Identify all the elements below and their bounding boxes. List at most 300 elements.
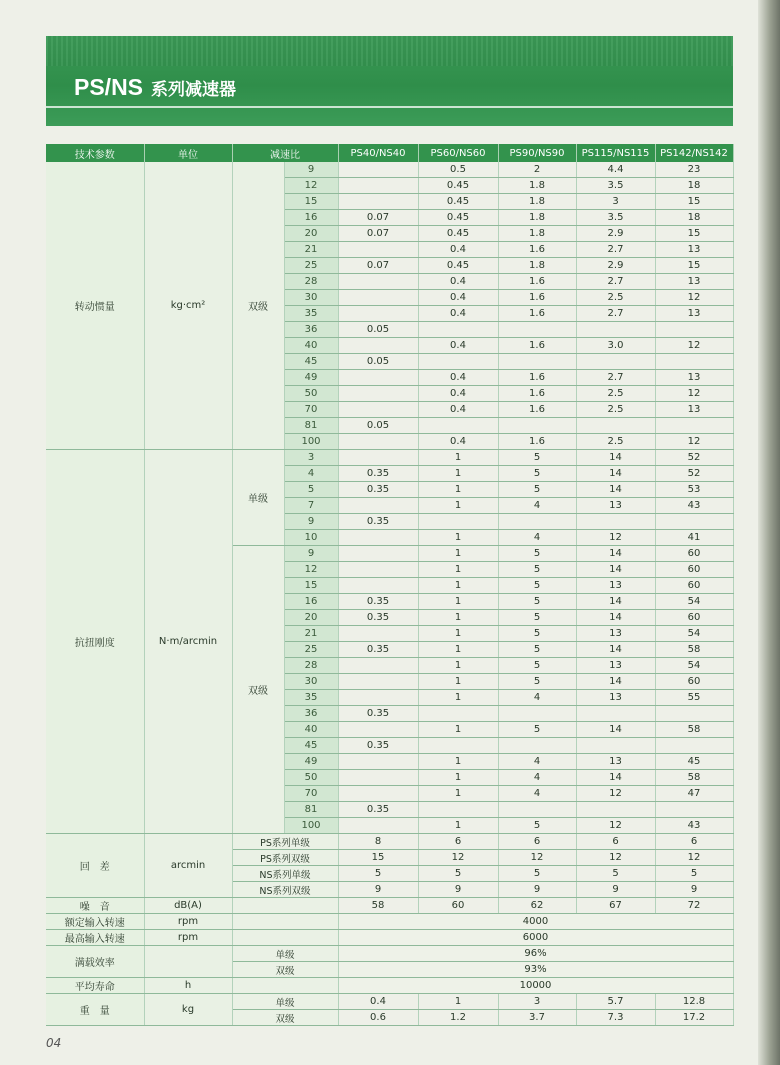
value-cell: 1.6	[498, 338, 576, 354]
ratio-cell: 20	[284, 610, 338, 626]
value-cell	[576, 738, 655, 754]
ratio-cell: 45	[284, 354, 338, 370]
value-cell: 54	[655, 626, 733, 642]
value-cell: 12	[576, 850, 655, 866]
value-cell: 17.2	[655, 1010, 733, 1026]
value-cell: 1.6	[498, 434, 576, 450]
ratio-cell: 21	[284, 242, 338, 258]
ratio-cell: 49	[284, 370, 338, 386]
value-cell: 1.6	[498, 290, 576, 306]
value-cell: 43	[655, 498, 733, 514]
value-cell: 0.35	[338, 482, 418, 498]
value-cell	[338, 722, 418, 738]
spec-table	[46, 144, 734, 1026]
value-cell: 5	[498, 658, 576, 674]
value-cell: 14	[576, 562, 655, 578]
value-cell: 58	[338, 898, 418, 914]
value-cell: 5	[498, 866, 576, 882]
value-cell	[418, 738, 498, 754]
value-cell: 5	[338, 866, 418, 882]
value-cell: 2.9	[576, 258, 655, 274]
value-cell	[338, 274, 418, 290]
value-cell: 0.5	[418, 162, 498, 178]
sub-label: PS系列单级	[232, 834, 338, 850]
ratio-cell: 4	[284, 466, 338, 482]
unit-label	[144, 946, 232, 978]
value-cell: 3.7	[498, 1010, 576, 1026]
value-cell: 2.9	[576, 226, 655, 242]
value-cell	[498, 354, 576, 370]
value-cell	[338, 530, 418, 546]
value-cell: 2.5	[576, 386, 655, 402]
value-cell: 1.8	[498, 258, 576, 274]
page-title-prefix: PS/NS	[74, 74, 144, 100]
rated-speed-row	[46, 914, 733, 930]
header-param: 技术参数	[46, 144, 144, 162]
sub-label: 双级	[232, 1010, 338, 1026]
ratio-cell: 50	[284, 770, 338, 786]
value-cell: 4	[498, 530, 576, 546]
value-cell: 1	[418, 770, 498, 786]
value-cell: 0.45	[418, 258, 498, 274]
value-cell: 1	[418, 818, 498, 834]
value-cell: 12	[576, 818, 655, 834]
value-cell	[338, 626, 418, 642]
value-cell: 14	[576, 546, 655, 562]
value-cell	[338, 242, 418, 258]
value-cell	[338, 162, 418, 178]
ratio-cell: 28	[284, 274, 338, 290]
value-cell: 0.35	[338, 802, 418, 818]
unit-label: rpm	[144, 914, 232, 930]
value-cell: 14	[576, 466, 655, 482]
value-cell: 0.35	[338, 642, 418, 658]
value-cell: 3	[576, 194, 655, 210]
value-cell: 2.7	[576, 242, 655, 258]
value-cell: 0.35	[338, 706, 418, 722]
value-cell	[338, 450, 418, 466]
value-cell: 1.8	[498, 226, 576, 242]
value-cell: 43	[655, 818, 733, 834]
value-cell: 1	[418, 994, 498, 1010]
value-cell: 54	[655, 594, 733, 610]
ratio-cell: 9	[284, 514, 338, 530]
ratio-cell: 25	[284, 642, 338, 658]
value-cell: 13	[576, 578, 655, 594]
value-cell: 14	[576, 642, 655, 658]
value-cell	[338, 386, 418, 402]
value-cell: 1	[418, 498, 498, 514]
value-cell: 5	[498, 626, 576, 642]
ratio-cell: 49	[284, 754, 338, 770]
value-cell: 14	[576, 674, 655, 690]
value-cell	[418, 514, 498, 530]
param-label: 额定输入转速	[46, 914, 144, 930]
value-cell: 72	[655, 898, 733, 914]
value-cell: 5	[655, 866, 733, 882]
value-cell: 2.5	[576, 434, 655, 450]
value-cell: 0.6	[338, 1010, 418, 1026]
value-cell: 12	[655, 850, 733, 866]
value-cell: 4.4	[576, 162, 655, 178]
ratio-cell: 30	[284, 290, 338, 306]
value-cell: 5	[498, 562, 576, 578]
value-cell: 0.35	[338, 738, 418, 754]
value-cell: 5	[498, 546, 576, 562]
ratio-cell: 12	[284, 178, 338, 194]
value-cell: 5	[498, 594, 576, 610]
header-ratio: 减速比	[232, 144, 338, 162]
ratio-cell: 70	[284, 402, 338, 418]
value-cell: 13	[655, 274, 733, 290]
ratio-cell: 30	[284, 674, 338, 690]
spanning-value: 10000	[338, 978, 733, 994]
ratio-cell: 40	[284, 722, 338, 738]
value-cell	[338, 578, 418, 594]
sub-label: NS系列双级	[232, 882, 338, 898]
value-cell: 3.5	[576, 178, 655, 194]
stage-label: 单级	[232, 450, 284, 546]
value-cell: 9	[576, 882, 655, 898]
ratio-cell: 16	[284, 594, 338, 610]
unit-label: rpm	[144, 930, 232, 946]
value-cell: 15	[655, 258, 733, 274]
sub-label: 单级	[232, 946, 338, 962]
ratio-cell: 5	[284, 482, 338, 498]
sub-label: 双级	[232, 962, 338, 978]
value-cell	[655, 418, 733, 434]
value-cell: 5	[498, 610, 576, 626]
torsion-row	[46, 450, 733, 466]
value-cell: 58	[655, 642, 733, 658]
ratio-cell: 7	[284, 498, 338, 514]
ratio-cell: 81	[284, 802, 338, 818]
value-cell	[498, 418, 576, 434]
value-cell: 0.07	[338, 210, 418, 226]
value-cell: 9	[418, 882, 498, 898]
value-cell: 1.2	[418, 1010, 498, 1026]
value-cell	[338, 338, 418, 354]
value-cell	[655, 322, 733, 338]
value-cell: 1	[418, 594, 498, 610]
page-title-suffix: 系列减速器	[151, 80, 237, 100]
value-cell: 5	[498, 818, 576, 834]
page-title	[74, 74, 236, 101]
value-cell: 0.4	[418, 338, 498, 354]
value-cell: 2.5	[576, 290, 655, 306]
ratio-cell: 12	[284, 562, 338, 578]
value-cell: 1.6	[498, 242, 576, 258]
unit-label: kg	[144, 994, 232, 1026]
value-cell: 14	[576, 482, 655, 498]
value-cell: 7.3	[576, 1010, 655, 1026]
value-cell: 60	[418, 898, 498, 914]
value-cell: 13	[576, 690, 655, 706]
ratio-cell: 21	[284, 626, 338, 642]
value-cell	[338, 562, 418, 578]
sub-label: 单级	[232, 994, 338, 1010]
value-cell: 5	[498, 482, 576, 498]
weight-row	[46, 994, 733, 1010]
ratio-cell: 35	[284, 306, 338, 322]
empty-cell	[232, 914, 338, 930]
value-cell	[338, 402, 418, 418]
value-cell: 1.8	[498, 178, 576, 194]
value-cell: 6	[498, 834, 576, 850]
value-cell: 2.7	[576, 274, 655, 290]
ratio-cell: 28	[284, 658, 338, 674]
value-cell: 0.4	[418, 290, 498, 306]
value-cell: 2.5	[576, 402, 655, 418]
value-cell: 1	[418, 754, 498, 770]
param-label: 噪 音	[46, 898, 144, 914]
value-cell	[655, 738, 733, 754]
value-cell	[338, 370, 418, 386]
unit-label: kg·cm²	[144, 162, 232, 450]
value-cell: 5	[498, 722, 576, 738]
value-cell: 13	[576, 754, 655, 770]
value-cell: 60	[655, 562, 733, 578]
value-cell	[576, 514, 655, 530]
max-speed-row	[46, 930, 733, 946]
value-cell: 0.4	[418, 402, 498, 418]
param-label: 满载效率	[46, 946, 144, 978]
value-cell	[498, 738, 576, 754]
ratio-cell: 100	[284, 434, 338, 450]
value-cell: 13	[576, 626, 655, 642]
value-cell: 15	[655, 194, 733, 210]
value-cell	[338, 754, 418, 770]
value-cell: 41	[655, 530, 733, 546]
value-cell: 6	[655, 834, 733, 850]
value-cell: 60	[655, 578, 733, 594]
value-cell: 18	[655, 178, 733, 194]
value-cell: 2.7	[576, 370, 655, 386]
value-cell	[338, 818, 418, 834]
value-cell: 62	[498, 898, 576, 914]
value-cell: 5	[498, 642, 576, 658]
value-cell: 12	[655, 338, 733, 354]
value-cell	[338, 194, 418, 210]
value-cell: 1	[418, 530, 498, 546]
value-cell: 1.6	[498, 402, 576, 418]
value-cell	[418, 802, 498, 818]
ratio-cell: 45	[284, 738, 338, 754]
value-cell: 0.35	[338, 514, 418, 530]
value-cell: 5	[418, 866, 498, 882]
value-cell: 0.45	[418, 210, 498, 226]
value-cell	[655, 354, 733, 370]
unit-label: N·m/arcmin	[144, 450, 232, 834]
ratio-cell: 40	[284, 338, 338, 354]
value-cell: 13	[655, 242, 733, 258]
value-cell: 0.4	[418, 434, 498, 450]
value-cell	[576, 322, 655, 338]
value-cell: 12	[418, 850, 498, 866]
value-cell: 12	[576, 530, 655, 546]
value-cell	[498, 802, 576, 818]
value-cell: 0.45	[418, 194, 498, 210]
value-cell	[576, 418, 655, 434]
unit-label: arcmin	[144, 834, 232, 898]
value-cell: 0.45	[418, 226, 498, 242]
value-cell	[498, 706, 576, 722]
value-cell	[418, 322, 498, 338]
value-cell: 9	[338, 882, 418, 898]
value-cell: 0.05	[338, 418, 418, 434]
value-cell: 0.4	[418, 242, 498, 258]
value-cell: 0.07	[338, 258, 418, 274]
value-cell: 15	[338, 850, 418, 866]
value-cell: 3.5	[576, 210, 655, 226]
value-cell: 53	[655, 482, 733, 498]
value-cell: 60	[655, 674, 733, 690]
spanning-value: 93%	[338, 962, 733, 978]
value-cell: 12	[655, 434, 733, 450]
value-cell: 0.4	[418, 386, 498, 402]
ratio-cell: 36	[284, 322, 338, 338]
value-cell: 0.4	[338, 994, 418, 1010]
value-cell: 14	[576, 610, 655, 626]
ratio-cell: 9	[284, 546, 338, 562]
value-cell: 5	[498, 450, 576, 466]
ratio-cell: 16	[284, 210, 338, 226]
value-cell: 13	[655, 402, 733, 418]
value-cell: 14	[576, 722, 655, 738]
value-cell: 4	[498, 690, 576, 706]
value-cell: 47	[655, 786, 733, 802]
value-cell: 1.6	[498, 386, 576, 402]
value-cell: 1	[418, 466, 498, 482]
value-cell: 1.6	[498, 274, 576, 290]
value-cell: 6	[418, 834, 498, 850]
value-cell: 0.05	[338, 322, 418, 338]
value-cell: 60	[655, 546, 733, 562]
value-cell	[418, 354, 498, 370]
value-cell	[418, 418, 498, 434]
value-cell: 0.05	[338, 354, 418, 370]
backlash-row	[46, 834, 733, 850]
value-cell: 5	[498, 578, 576, 594]
value-cell: 9	[655, 882, 733, 898]
value-cell	[338, 546, 418, 562]
header-model: PS60/NS60	[418, 144, 498, 162]
value-cell: 0.4	[418, 274, 498, 290]
value-cell	[338, 770, 418, 786]
param-label: 平均寿命	[46, 978, 144, 994]
stage-label: 双级	[232, 162, 284, 450]
value-cell: 0.35	[338, 466, 418, 482]
value-cell	[498, 514, 576, 530]
value-cell: 5.7	[576, 994, 655, 1010]
value-cell: 1	[418, 578, 498, 594]
value-cell	[655, 514, 733, 530]
value-cell: 1	[418, 562, 498, 578]
header-model: PS142/NS142	[655, 144, 733, 162]
value-cell: 1	[418, 450, 498, 466]
value-cell: 54	[655, 658, 733, 674]
life-row	[46, 978, 733, 994]
value-cell	[338, 498, 418, 514]
ratio-cell: 50	[284, 386, 338, 402]
param-label: 抗扭刚度	[46, 450, 144, 834]
spanning-value: 4000	[338, 914, 733, 930]
header-model: PS115/NS115	[576, 144, 655, 162]
value-cell	[338, 178, 418, 194]
efficiency-row	[46, 946, 733, 962]
value-cell: 13	[576, 658, 655, 674]
value-cell: 4	[498, 498, 576, 514]
value-cell	[576, 354, 655, 370]
title-banner	[46, 36, 733, 126]
value-cell	[338, 658, 418, 674]
value-cell	[576, 802, 655, 818]
value-cell: 1	[418, 610, 498, 626]
value-cell: 45	[655, 754, 733, 770]
param-label: 回 差	[46, 834, 144, 898]
value-cell: 14	[576, 770, 655, 786]
value-cell: 58	[655, 722, 733, 738]
value-cell: 1	[418, 642, 498, 658]
value-cell	[338, 786, 418, 802]
value-cell: 52	[655, 450, 733, 466]
value-cell: 1	[418, 482, 498, 498]
value-cell	[576, 706, 655, 722]
value-cell: 9	[498, 882, 576, 898]
noise-row	[46, 898, 733, 914]
value-cell: 12	[498, 850, 576, 866]
header-unit: 单位	[144, 144, 232, 162]
ratio-cell: 36	[284, 706, 338, 722]
value-cell: 8	[338, 834, 418, 850]
ratio-cell: 15	[284, 578, 338, 594]
value-cell	[418, 706, 498, 722]
value-cell: 1.6	[498, 306, 576, 322]
value-cell	[338, 434, 418, 450]
header-row	[46, 144, 733, 162]
value-cell: 1	[418, 690, 498, 706]
ratio-cell: 81	[284, 418, 338, 434]
value-cell: 67	[576, 898, 655, 914]
value-cell	[655, 802, 733, 818]
value-cell: 1.8	[498, 210, 576, 226]
value-cell: 12	[655, 386, 733, 402]
value-cell	[338, 290, 418, 306]
value-cell: 2.7	[576, 306, 655, 322]
value-cell: 1.6	[498, 370, 576, 386]
value-cell	[655, 706, 733, 722]
empty-cell	[232, 978, 338, 994]
banner-texture	[46, 36, 733, 66]
ratio-cell: 25	[284, 258, 338, 274]
value-cell: 0.35	[338, 594, 418, 610]
banner-rule	[46, 106, 733, 108]
ratio-cell: 15	[284, 194, 338, 210]
header-model: PS90/NS90	[498, 144, 576, 162]
value-cell: 0.07	[338, 226, 418, 242]
value-cell: 2	[498, 162, 576, 178]
value-cell: 1	[418, 546, 498, 562]
value-cell: 1	[418, 658, 498, 674]
value-cell	[338, 306, 418, 322]
value-cell: 1	[418, 674, 498, 690]
value-cell: 0.4	[418, 370, 498, 386]
value-cell: 12	[655, 290, 733, 306]
value-cell: 6	[576, 834, 655, 850]
value-cell: 1	[418, 722, 498, 738]
param-label: 重 量	[46, 994, 144, 1026]
unit-label: dB(A)	[144, 898, 232, 914]
